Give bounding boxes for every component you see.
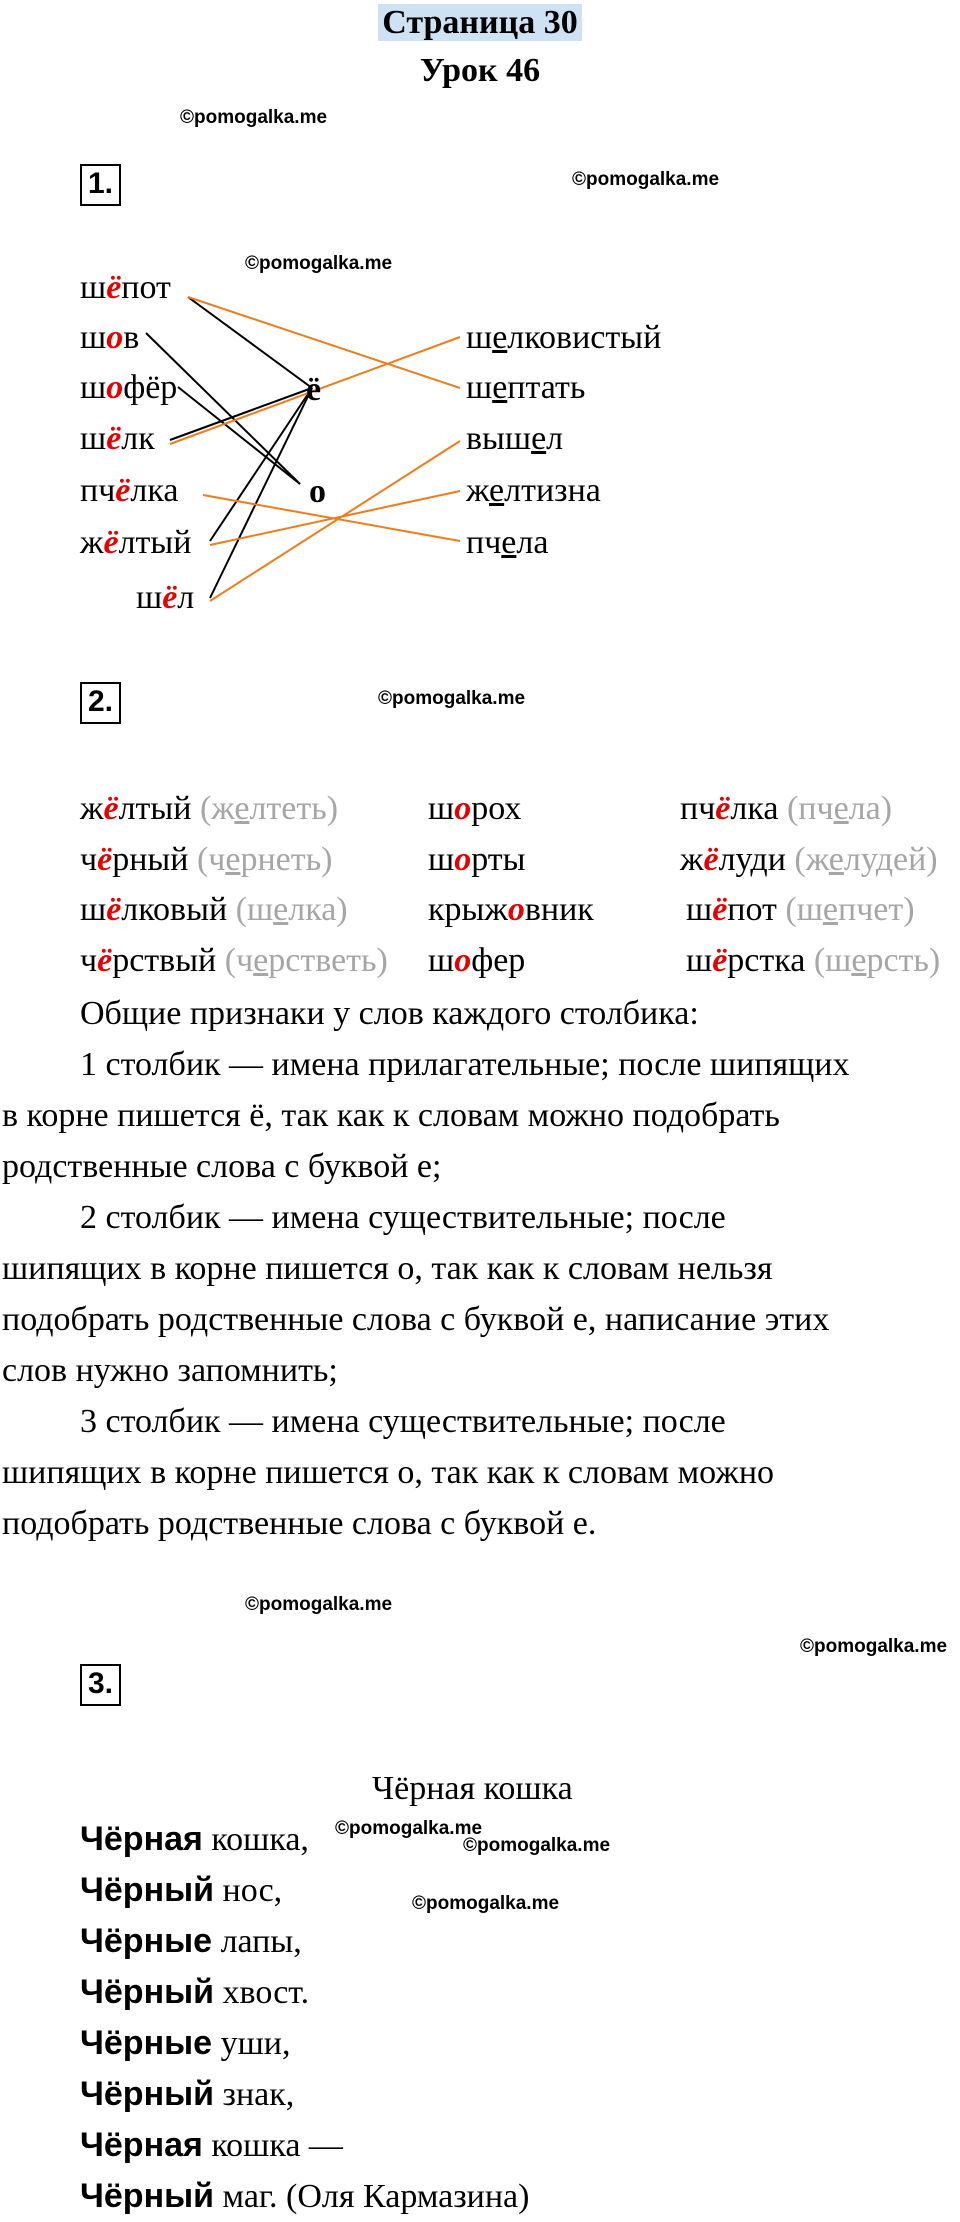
- explanation-line: Общие признаки у слов каждого столбика:: [80, 995, 699, 1032]
- explanation-line: в корне пишется ё, так как к словам можно подобрать: [2, 1097, 780, 1134]
- poem-line: Чёрные лапы,: [80, 1922, 302, 1960]
- left-word: пчёлка: [80, 472, 179, 509]
- explanation-line: шипящих в корне пишется о, так как к словам нельзя: [2, 1250, 773, 1287]
- poem-line: Чёрная кошка —: [80, 2126, 343, 2164]
- explanation-line: слов нужно запомнить;: [2, 1352, 338, 1389]
- watermark: ©pomogalka.me: [463, 1835, 611, 1856]
- middle-letter: ё: [306, 371, 322, 408]
- watermark: ©pomogalka.me: [245, 1594, 393, 1615]
- right-word: вышел: [466, 420, 564, 457]
- word-entry: шорты: [428, 841, 526, 878]
- match-line: [188, 297, 460, 388]
- word-entry: жёлтый (желтеть): [80, 790, 339, 827]
- word-entry: пчёлка (пчела): [680, 790, 893, 827]
- match-line: [210, 491, 460, 545]
- explanation-line: 2 столбик — имена существительные; после: [80, 1199, 726, 1236]
- watermark: ©pomogalka.me: [412, 1893, 560, 1914]
- word-entry: шёрстка (шерсть): [686, 942, 941, 979]
- word-entry: чёрствый (черстветь): [80, 942, 388, 979]
- left-word: шёлк: [80, 420, 155, 457]
- task-number: 2.: [80, 682, 121, 724]
- word-entry: шофер: [428, 942, 526, 979]
- left-word: шёпот: [80, 269, 171, 306]
- poem-line: Чёрный хвост.: [80, 1973, 310, 2011]
- poem-title: Чёрная кошка: [372, 1770, 573, 1807]
- poem-line: Чёрный нос,: [80, 1871, 283, 1909]
- word-entry: шорох: [428, 790, 522, 827]
- right-word: желтизна: [466, 472, 601, 509]
- explanation-line: подобрать родственные слова с буквой е.: [2, 1505, 597, 1542]
- watermark: ©pomogalka.me: [245, 253, 393, 274]
- explanation-line: 1 столбик — имена прилагательные; после шипящих: [80, 1046, 850, 1083]
- watermark: ©pomogalka.me: [335, 1818, 483, 1839]
- word-entry: шёпот (шепчет): [686, 891, 915, 928]
- word-entry: жёлуди (желудей): [680, 841, 938, 878]
- page-number: Страница 30: [378, 4, 581, 41]
- watermark: ©pomogalka.me: [180, 107, 328, 128]
- left-word: жёлтый: [80, 524, 192, 561]
- explanation-line: 3 столбик — имена существительные; после: [80, 1403, 726, 1440]
- lesson-title: Урок 46: [419, 52, 541, 89]
- explanation-line: подобрать родственные слова с буквой е, написание этих: [2, 1301, 830, 1338]
- poem-line: Чёрные уши,: [80, 2024, 291, 2062]
- explanation-line: родственные слова с буквой е;: [2, 1148, 442, 1185]
- watermark: ©pomogalka.me: [378, 688, 526, 709]
- match-line: [178, 387, 300, 484]
- poem-line: Чёрный маг. (Оля Кармазина): [80, 2177, 530, 2215]
- explanation-line: шипящих в корне пишется о, так как к словам можно: [2, 1454, 775, 1491]
- right-word: шелковистый: [466, 319, 662, 356]
- match-line: [188, 297, 312, 388]
- middle-letter: о: [309, 473, 326, 510]
- left-word: шов: [80, 319, 140, 356]
- word-entry: крыжовник: [428, 891, 594, 928]
- poem-line: Чёрный знак,: [80, 2075, 295, 2113]
- task-number: 1.: [80, 164, 121, 206]
- left-word: шофёр: [80, 369, 178, 406]
- poem-line: Чёрная кошка,: [80, 1820, 309, 1858]
- right-word: пчела: [466, 524, 549, 561]
- watermark: ©pomogalka.me: [572, 169, 720, 190]
- word-entry: чёрный (чернеть): [80, 841, 333, 878]
- left-word: шёл: [136, 579, 195, 616]
- task-number: 3.: [80, 1664, 121, 1706]
- watermark: ©pomogalka.me: [800, 1636, 948, 1657]
- word-entry: шёлковый (шелка): [80, 891, 348, 928]
- right-word: шептать: [466, 369, 586, 406]
